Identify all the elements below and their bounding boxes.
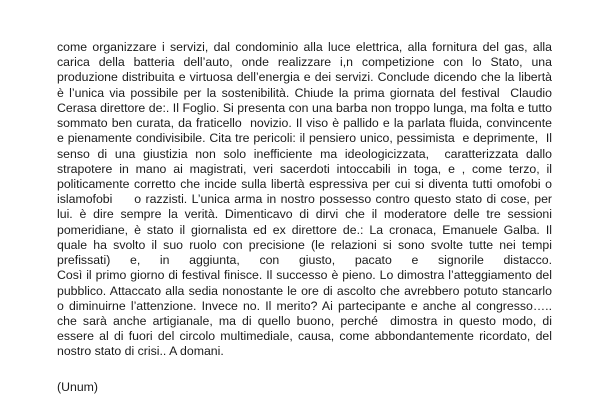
text-line: sommato ben curata, da fraticello novizio. Il viso è pallido e la parlata fluida, convincente — [57, 116, 552, 131]
text-line: pomeridiane, è stato il giornalista ed ex direttore de.: La cronaca, Emanuele Galba. Il — [57, 222, 552, 237]
text-line: prefissati) e, in aggiunta, con giusto, pacato e signorile distacco. — [57, 253, 552, 268]
text-line: o diminuirne l’attenzione. Invece no. Il merito? Ai partecipante e anche al congresso….. — [57, 298, 552, 313]
text-line: produzione distribuita e virtuosa dell’energia e dei servizi. Conclude dicendo che la libertà — [57, 70, 552, 85]
text-line: islamofobi o razzisti. L’unica arma in nostro possesso contro questo stato di cose, per — [57, 192, 552, 207]
text-line: Cerasa direttore de:. Il Foglio. Si presenta con una barba non troppo lunga, ma folta e tutto — [57, 100, 552, 115]
author-signature: (Unum) — [57, 380, 98, 394]
article-body — [57, 40, 552, 360]
text-line: politicamente corretto che incide sulla libertà espressiva per cui si diventa tutti omofobi o — [57, 176, 552, 191]
text-line: Così il primo giorno di festival finisce. Il successo è pieno. Lo dimostra l’atteggiamento del — [57, 268, 552, 283]
text-line: che sarà anche artigianale, ma di quello buono, perché dimostra in questo modo, di — [57, 313, 552, 328]
text-line: e pienamente condivisibile. Cita tre pericoli: il pensiero unico, pessimista e deprimente, Il — [57, 131, 552, 146]
text-line: pubblico. Attaccato alla sedia nonostante le ore di ascolto che avrebbero potuto stancarlo — [57, 283, 552, 298]
text-line: senso di una giustizia non solo inefficiente ma ideologicizzata, caratterizzata dallo — [57, 146, 552, 161]
text-line: è l’unica via possibile per la sostenibilità. Chiude la prima giornata del festival Claudio — [57, 85, 552, 100]
text-line: essere al di fuori del circolo multimediale, causa, come abbondantemente ricordato, del — [57, 329, 552, 344]
text-line: lui. è dire sempre la verità. Dimenticavo di dirvi che il moderatore delle tre sessioni — [57, 207, 552, 222]
text-line: come organizzare i servizi, dal condominio alla luce elettrica, alla fornitura del gas, alla — [57, 40, 552, 54]
text-line: quale ha svolto il suo ruolo con precisione (le relazioni si sono svolte tutte nei tempi — [57, 237, 552, 252]
text-line: strapotere in mano ai magistrati, veri sacerdoti intoccabili in toga, e , come terzo, il — [57, 161, 552, 176]
text-line: nostro stato di crisi.. A domani. — [57, 344, 224, 359]
text-line: carica della batteria dell’auto, onde realizzare i,n competizione con lo Stato, una — [57, 55, 552, 70]
